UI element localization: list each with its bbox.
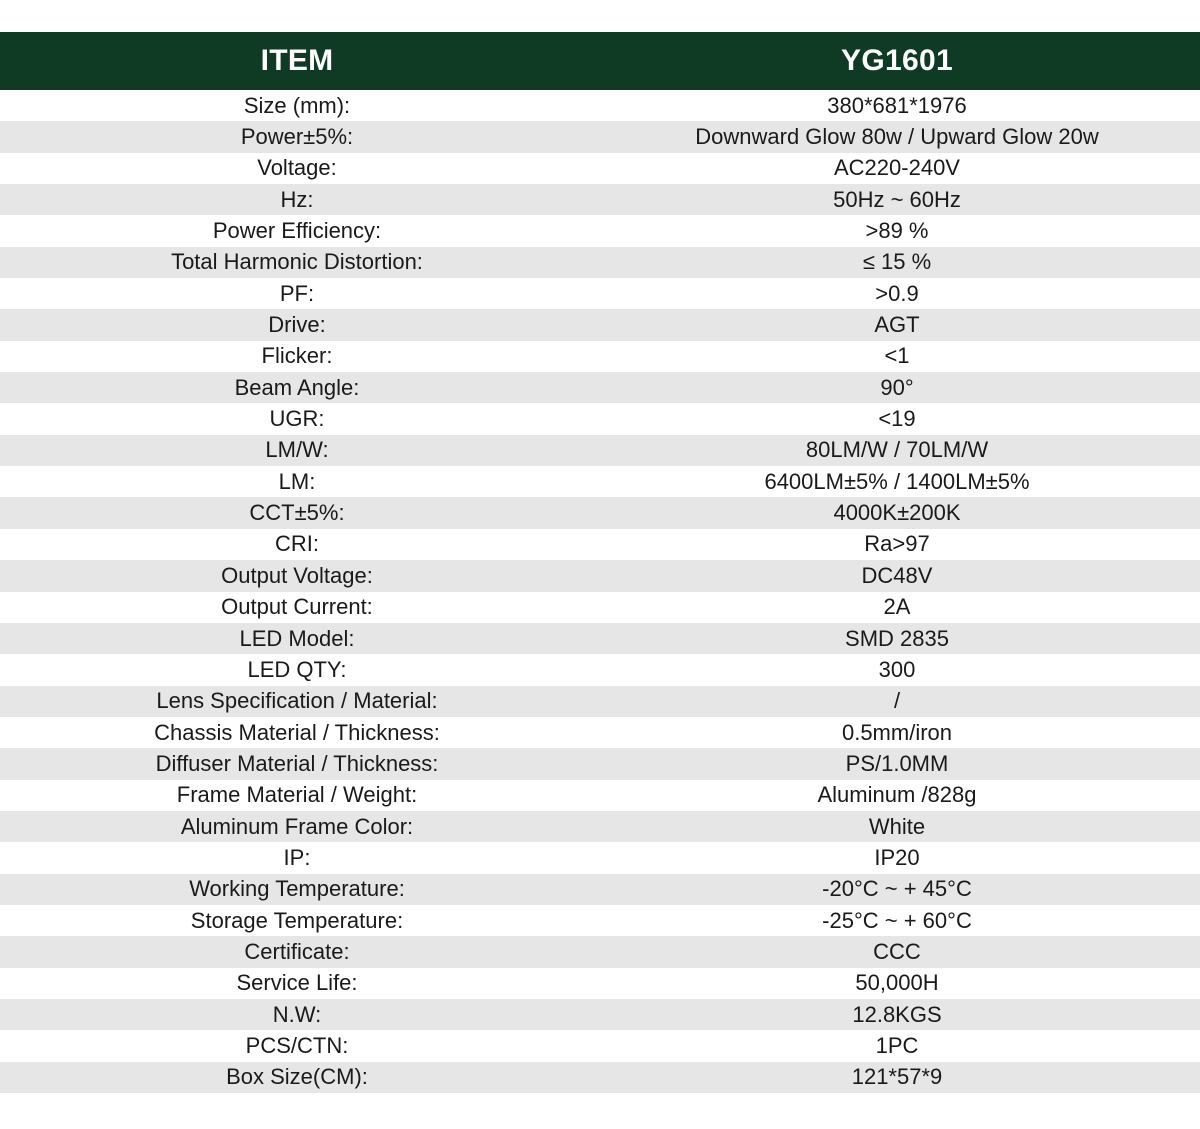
spec-value: 12.8KGS: [852, 1001, 942, 1027]
spec-value: 4000K±200K: [833, 500, 961, 526]
table-row: [0, 560, 1200, 591]
table-row: [0, 121, 1200, 152]
spec-value: 0.5mm/iron: [841, 719, 953, 745]
spec-value: Aluminum /828g: [817, 782, 977, 808]
spec-value: 90°: [880, 374, 914, 400]
table-row: [0, 278, 1200, 309]
spec-label: PCS/CTN:: [245, 1032, 349, 1058]
table-row: [0, 341, 1200, 372]
header-model: YG1601: [841, 44, 953, 77]
spec-label: Drive:: [268, 312, 326, 338]
spec-label: Hz:: [280, 186, 314, 212]
spec-label: LM:: [278, 468, 316, 494]
table-row: [0, 247, 1200, 278]
spec-value: 80LM/W / 70LM/W: [805, 437, 989, 463]
spec-label: Size (mm):: [243, 92, 351, 118]
spec-label: Power±5%:: [240, 124, 354, 150]
spec-label: Flicker:: [261, 343, 333, 369]
table-row: [0, 968, 1200, 999]
table-row: [0, 936, 1200, 967]
spec-value: IP20: [874, 844, 920, 870]
spec-label: LED Model:: [239, 625, 355, 651]
table-row: [0, 1062, 1200, 1093]
spec-label: Total Harmonic Distortion:: [171, 249, 423, 275]
spec-value: 50Hz ~ 60Hz: [833, 186, 961, 212]
table-row: [0, 842, 1200, 873]
table-row: [0, 592, 1200, 623]
spec-label: Output Voltage:: [221, 562, 373, 588]
spec-value: 1PC: [875, 1032, 919, 1058]
table-row: [0, 215, 1200, 246]
table-row: [0, 999, 1200, 1030]
table-row: [0, 153, 1200, 184]
table-header: [0, 32, 1200, 90]
spec-label: Power Efficiency:: [212, 218, 382, 244]
table-row: [0, 466, 1200, 497]
table-row: [0, 748, 1200, 779]
spec-value: 121*57*9: [851, 1064, 943, 1090]
spec-value: -25°C ~ + 60°C: [822, 907, 972, 933]
spec-label: LED QTY:: [247, 656, 347, 682]
spec-label: Diffuser Material / Thickness:: [155, 750, 439, 776]
spec-value: 6400LM±5% / 1400LM±5%: [764, 468, 1030, 494]
spec-value: AGT: [874, 312, 920, 338]
table-row: [0, 654, 1200, 685]
spec-label: Certificate:: [244, 938, 350, 964]
table-row: [0, 780, 1200, 811]
table-row: [0, 309, 1200, 340]
spec-label: Chassis Material / Thickness:: [154, 719, 440, 745]
spec-label: Service Life:: [236, 970, 358, 996]
table-row: [0, 90, 1200, 121]
spec-value: 380*681*1976: [827, 92, 967, 118]
table-row: [0, 1030, 1200, 1061]
table-row: [0, 403, 1200, 434]
table-row: [0, 435, 1200, 466]
spec-label: Aluminum Frame Color:: [180, 813, 414, 839]
table-row: [0, 905, 1200, 936]
spec-value: PS/1.0MM: [845, 750, 949, 776]
spec-label: Frame Material / Weight:: [176, 782, 418, 808]
table-body: [0, 90, 1200, 1093]
spec-label: CCT±5%:: [249, 500, 345, 526]
spec-label: LM/W:: [265, 437, 329, 463]
spec-value: >89 %: [865, 218, 929, 244]
spec-value: <1: [884, 343, 910, 369]
spec-table: [0, 32, 1200, 1093]
spec-value: Ra>97: [864, 531, 930, 557]
table-row: [0, 811, 1200, 842]
table-row: [0, 717, 1200, 748]
spec-label: Lens Specification / Material:: [156, 688, 438, 714]
spec-label: IP:: [283, 844, 311, 870]
spec-value: 50,000H: [855, 970, 939, 996]
header-item: ITEM: [260, 44, 334, 77]
spec-value: DC48V: [861, 562, 933, 588]
spec-label: Storage Temperature:: [190, 907, 404, 933]
spec-value: Downward Glow 80w / Upward Glow 20w: [695, 124, 1099, 150]
spec-label: Working Temperature:: [189, 876, 405, 902]
spec-label: CRI:: [275, 531, 319, 557]
table-row: [0, 529, 1200, 560]
spec-label: N.W:: [272, 1001, 322, 1027]
spec-value: CCC: [873, 938, 921, 964]
table-row: [0, 874, 1200, 905]
table-row: [0, 497, 1200, 528]
spec-value: >0.9: [875, 280, 919, 306]
table-row: [0, 372, 1200, 403]
spec-value: <19: [878, 406, 916, 432]
table-row: [0, 686, 1200, 717]
spec-value: /: [893, 688, 901, 714]
spec-value: ≤ 15 %: [862, 249, 932, 275]
spec-value: SMD 2835: [845, 625, 949, 651]
spec-value: 300: [878, 656, 916, 682]
spec-value: AC220-240V: [834, 155, 960, 181]
table-row: [0, 623, 1200, 654]
spec-label: Voltage:: [257, 155, 337, 181]
spec-label: PF:: [279, 280, 315, 306]
spec-value: -20°C ~ + 45°C: [822, 876, 972, 902]
spec-label: Output Current:: [221, 594, 373, 620]
spec-label: UGR:: [269, 406, 325, 432]
spec-value: White: [868, 813, 926, 839]
spec-value: 2A: [883, 594, 911, 620]
spec-label: Beam Angle:: [234, 374, 360, 400]
spec-label: Box Size(CM):: [226, 1064, 368, 1090]
table-row: [0, 184, 1200, 215]
